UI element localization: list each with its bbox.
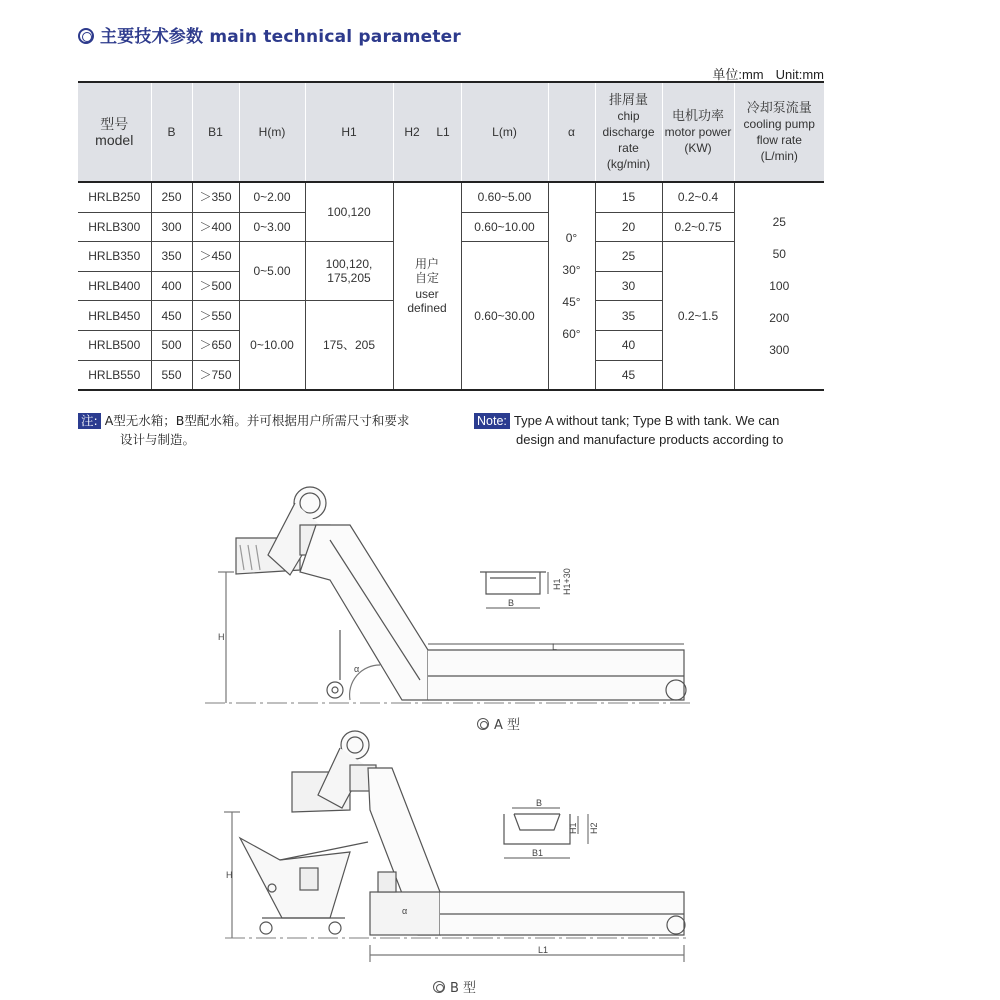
note-en-line2: design and manufacture products according to	[516, 432, 784, 447]
cell-motor: 0.2~0.4	[662, 182, 734, 212]
cell-h1: 100,120	[305, 182, 393, 242]
cell-h1: 100,120, 175,205	[305, 242, 393, 301]
cell-pump: 25 50 100 200 300	[734, 182, 824, 390]
cell-chip: 30	[595, 271, 662, 301]
cell-b1: ＞450	[192, 242, 239, 272]
cell-b1: ＞400	[192, 212, 239, 242]
note-cn-line2: 设计与制造。	[120, 432, 196, 447]
cell-alpha: 0° 30° 45° 60°	[548, 182, 595, 390]
cell-b: 500	[151, 330, 192, 360]
note-tag-cn: 注:	[78, 413, 101, 429]
cell-b: 300	[151, 212, 192, 242]
cell-l: 0.60~10.00	[461, 212, 548, 242]
label-h-b: H	[226, 870, 233, 880]
header-l: L(m)	[461, 82, 548, 182]
cell-model: HRLB300	[78, 212, 151, 242]
cell-chip: 45	[595, 360, 662, 390]
cell-h: 0~10.00	[239, 301, 305, 390]
cell-b1: ＞550	[192, 301, 239, 331]
unit-en: Unit:mm	[775, 67, 824, 82]
cell-chip: 25	[595, 242, 662, 272]
cell-chip: 35	[595, 301, 662, 331]
label-h1-30: H1+30	[562, 568, 572, 595]
cell-b: 350	[151, 242, 192, 272]
cell-b1: ＞650	[192, 330, 239, 360]
cell-b: 550	[151, 360, 192, 390]
cell-h: 0~3.00	[239, 212, 305, 242]
cell-chip: 15	[595, 182, 662, 212]
note-tag-en: Note:	[474, 413, 510, 429]
unit-cn: 单位:mm	[712, 67, 764, 82]
cell-h: 0~2.00	[239, 182, 305, 212]
cell-b: 450	[151, 301, 192, 331]
cell-l: 0.60~30.00	[461, 242, 548, 390]
cell-model: HRLB250	[78, 182, 151, 212]
header-motor: 电机功率 motor power (KW)	[662, 82, 734, 182]
cell-h: 0~5.00	[239, 242, 305, 301]
cell-h1: 175、205	[305, 301, 393, 390]
cell-motor: 0.2~0.75	[662, 212, 734, 242]
type-a-drawing	[205, 487, 690, 703]
cell-chip: 20	[595, 212, 662, 242]
circle-bullet-icon	[433, 981, 445, 993]
header-h: H(m)	[239, 82, 305, 182]
label-b-b: B	[536, 798, 543, 808]
cell-b1: ＞750	[192, 360, 239, 390]
cell-model: HRLB500	[78, 330, 151, 360]
cell-model: HRLB400	[78, 271, 151, 301]
label-b-a: B	[508, 598, 515, 608]
header-alpha: α	[548, 82, 595, 182]
header-h1: H1	[305, 82, 393, 182]
cell-h2-l1: 用户 自定 user defined	[393, 182, 461, 390]
header-model: 型号 model	[78, 82, 151, 182]
section-title: 主要技术参数 main technical parameter	[78, 22, 461, 47]
header-b: B	[151, 82, 192, 182]
label-h-a: H	[218, 632, 225, 642]
cell-model: HRLB350	[78, 242, 151, 272]
caption-type-a: A 型	[477, 714, 520, 733]
label-h1-b: H1	[568, 822, 578, 834]
label-b1-b: B1	[532, 848, 544, 858]
label-h1-a: H1	[552, 578, 562, 590]
cell-l: 0.60~5.00	[461, 182, 548, 212]
label-alpha-b: α	[402, 906, 408, 916]
cell-b: 400	[151, 271, 192, 301]
header-b1: B1	[192, 82, 239, 182]
type-b-drawing	[224, 731, 690, 962]
note-en-line1: Type A without tank; Type B with tank. We can	[513, 413, 780, 428]
cell-b: 250	[151, 182, 192, 212]
cell-b1: ＞350	[192, 182, 239, 212]
header-h2-l1: H2 L1	[393, 82, 461, 182]
label-h2-b: H2	[589, 822, 599, 834]
circle-bullet-icon	[477, 718, 489, 730]
note-cn-line1: A型无水箱；B型配水箱。并可根据用户所需尺寸和要求	[104, 413, 410, 428]
cell-chip: 40	[595, 330, 662, 360]
header-pump: 冷却泵流量 cooling pump flow rate (L/min)	[734, 82, 824, 182]
header-chip: 排屑量 chip discharge rate (kg/min)	[595, 82, 662, 182]
cell-motor: 0.2~1.5	[662, 242, 734, 390]
label-l-a: L	[552, 642, 558, 652]
cell-b1: ＞500	[192, 271, 239, 301]
label-l1-b: L1	[538, 945, 549, 955]
cell-model: HRLB550	[78, 360, 151, 390]
caption-type-b: B 型	[433, 977, 476, 996]
label-alpha-a: α	[354, 664, 360, 674]
cell-model: HRLB450	[78, 301, 151, 331]
